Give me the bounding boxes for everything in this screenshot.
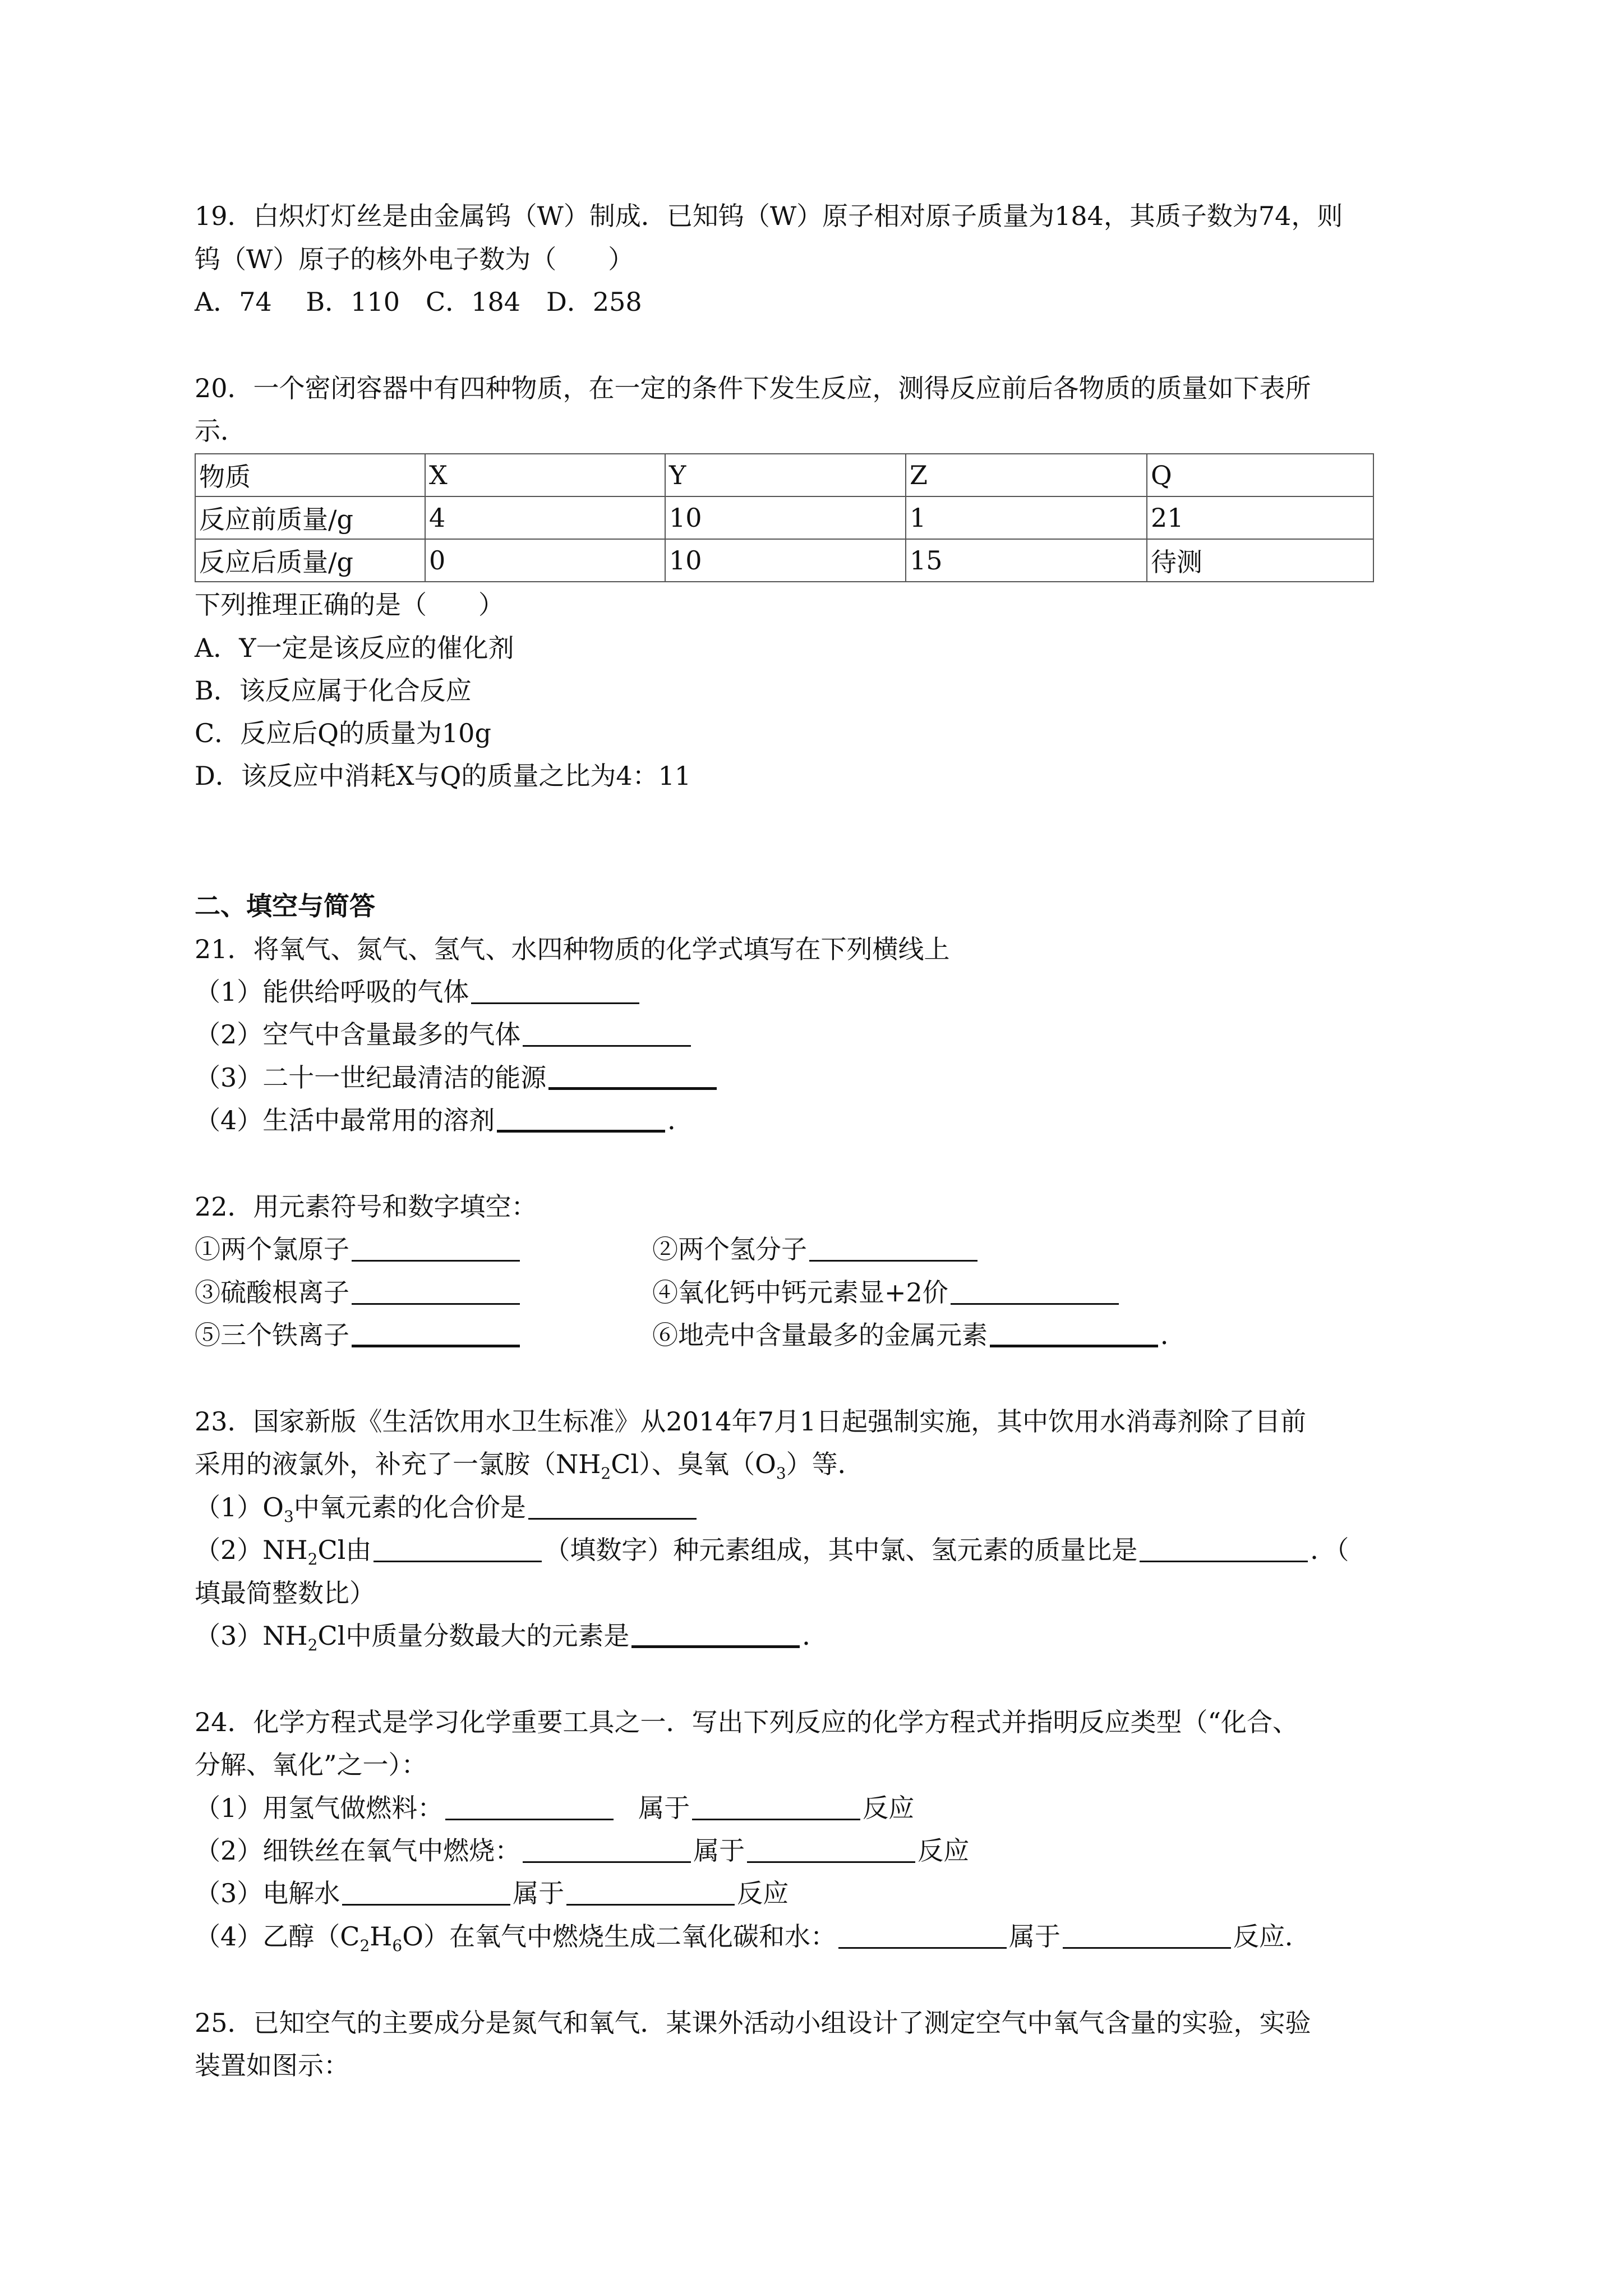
q22-item-a: ①两个氯原子 [195, 1232, 522, 1266]
answer-blank[interactable] [352, 1320, 520, 1347]
table-row [195, 539, 1373, 582]
answer-blank[interactable] [342, 1879, 510, 1906]
q20-mass-table [195, 453, 1374, 582]
table-row [195, 496, 1373, 539]
answer-blank[interactable] [528, 1493, 697, 1520]
table-cell: Z [906, 454, 1147, 496]
answer-blank[interactable] [471, 978, 639, 1004]
q22-item-e: ⑤三个铁离子 [195, 1318, 522, 1352]
q24-item-2: （2）细铁丝在氧气中燃烧： 属于 反应 [195, 1835, 970, 1866]
q22-stem: 22．用元素符号和数字填空： [195, 1191, 537, 1222]
q22-item-c: ③硫酸根离子 [195, 1276, 522, 1309]
answer-blank[interactable] [692, 1794, 860, 1820]
table-cell: X [425, 454, 665, 496]
answer-blank[interactable] [1063, 1922, 1231, 1949]
q24-item-4: （4）乙醇$(C_2H_6O)$在氧气中燃烧生成二氧化碳和水： 属于 反应． [195, 1921, 1311, 1955]
q20-stem-line2: 示． [195, 416, 246, 446]
table-cell: 15 [906, 539, 1147, 582]
q23-item-2: $(2)NH_2Cl$由 （填数字）种元素组成，其中氯、氢元素的质量比是 ．（ [195, 1535, 1349, 1569]
answer-blank[interactable] [838, 1922, 1007, 1949]
q21-item-4: （4）生活中最常用的溶剂 ． [195, 1105, 694, 1135]
answer-blank[interactable] [951, 1278, 1119, 1305]
q24-item-1: （1）用氢气做燃料： 属于 反应 [195, 1793, 915, 1823]
q19-options: A．74 B．110 C．184 D．258 [195, 287, 642, 317]
answer-blank[interactable] [1140, 1536, 1308, 1562]
q21-item-1: （1）能供给呼吸的气体 [195, 975, 642, 1009]
q25-stem-line1: 25．已知空气的主要成分是氮气和氧气．某课外活动小组设计了测定空气中氧气含量的实验，实验 [195, 2008, 1311, 2038]
answer-blank[interactable] [374, 1536, 542, 1562]
q23-item-3: $(3)NH_2Cl$中质量分数最大的元素是 ． [195, 1621, 828, 1655]
q19-stem-line2: 钨（W）原子的核外电子数为（ ） [195, 244, 634, 274]
table-cell: 反应后质量/g [195, 539, 425, 582]
table-cell: 反应前质量/g [195, 496, 425, 539]
q20-option-b: B．该反应属于化合反应 [195, 675, 472, 706]
q24-item-3: （3）电解水 属于 反应 [195, 1878, 789, 1908]
q20-option-d: D．该反应中消耗X与Q的质量之比为4：11 [195, 761, 691, 791]
answer-blank[interactable] [497, 1105, 665, 1133]
answer-blank[interactable] [990, 1320, 1158, 1347]
answer-blank[interactable] [631, 1621, 800, 1648]
q22-item-b: ②两个氢分子 [652, 1232, 980, 1266]
answer-blank[interactable] [523, 1020, 691, 1047]
q20-option-a: A．Y一定是该反应的催化剂 [195, 633, 514, 663]
q23-stem-line1: 23．国家新版《生活饮用水卫生标准》从2014年7月1日起强制实施，其中饮用水消毒剂除了目前 [195, 1406, 1307, 1437]
q21-item-3: （3）二十一世纪最清洁的能源 [195, 1061, 719, 1094]
table-cell: 待测 [1147, 539, 1373, 582]
section-title: 二、填空与简答 [195, 891, 375, 921]
table-cell: Y [665, 454, 906, 496]
answer-blank[interactable] [566, 1879, 735, 1906]
answer-blank[interactable] [523, 1837, 691, 1863]
answer-blank[interactable] [352, 1235, 520, 1262]
answer-blank[interactable] [548, 1062, 717, 1090]
q23-stem-line2: 采用的液氯外，补充了一氯胺$(NH_2Cl)$、臭氧$(O_3)$等． [195, 1449, 864, 1483]
q21-item-2: （2）空气中含量最多的气体 [195, 1018, 693, 1051]
table-cell: 10 [665, 496, 906, 539]
q21-stem: 21．将氧气、氮气、氢气、水四种物质的化学式填写在下列横线上 [195, 934, 950, 964]
q22-item-f: ⑥地壳中含量最多的金属元素 ． [652, 1320, 1186, 1350]
q25-stem-line2: 装置如图示： [195, 2050, 349, 2081]
q20-option-c: C．反应后Q的质量为10g [195, 718, 491, 748]
table-cell: 物质 [195, 454, 425, 496]
q20-prompt: 下列推理正确的是（ ） [195, 590, 504, 620]
q22-item-d: ④氧化钙中钙元素显+2价 [652, 1276, 1121, 1309]
q23-item-1: $(1)O_3$中氧元素的化合价是 [195, 1490, 699, 1524]
table-row [195, 454, 1373, 496]
answer-blank[interactable] [809, 1235, 978, 1262]
table-cell: 1 [906, 496, 1147, 539]
table-cell: 0 [425, 539, 665, 582]
answer-blank[interactable] [445, 1794, 614, 1820]
table-cell: 4 [425, 496, 665, 539]
table-cell: 10 [665, 539, 906, 582]
q20-stem-line1: 20．一个密闭容器中有四种物质，在一定的条件下发生反应，测得反应前后各物质的质量如下表所 [195, 373, 1311, 403]
q24-stem-line2: 分解、氧化”之一）： [195, 1750, 427, 1780]
q19-stem-line1: 19．白炽灯灯丝是由金属钨（W）制成．已知钨（W）原子相对原子质量为184，其质子数为74，则 [195, 201, 1343, 231]
table-cell: 21 [1147, 496, 1373, 539]
q23-item-2-cont: 填最简整数比） [195, 1578, 375, 1608]
answer-blank[interactable] [352, 1278, 520, 1305]
answer-blank[interactable] [747, 1837, 915, 1863]
table-cell: Q [1147, 454, 1373, 496]
q24-stem-line1: 24．化学方程式是学习化学重要工具之一．写出下列反应的化学方程式并指明反应类型（“化合、 [195, 1707, 1299, 1737]
